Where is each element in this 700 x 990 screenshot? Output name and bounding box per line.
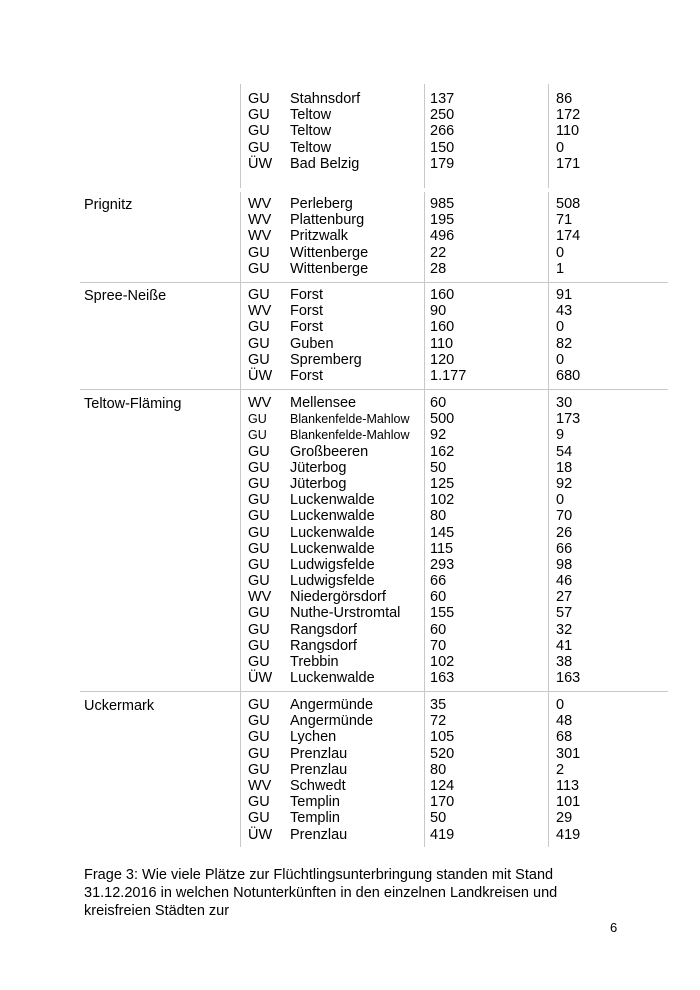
occupancy-cell: 1 bbox=[556, 260, 565, 277]
facility-type-cell: WV bbox=[248, 777, 272, 794]
occupancy-column bbox=[556, 91, 580, 172]
location-cell: Forst bbox=[290, 319, 324, 336]
capacity-column bbox=[430, 287, 466, 384]
occupancy-cell: 92 bbox=[556, 475, 573, 492]
column-divider bbox=[240, 692, 241, 847]
facility-type-column bbox=[248, 91, 272, 172]
facility-type-cell: GU bbox=[248, 729, 270, 746]
facility-type-cell: GU bbox=[248, 139, 270, 156]
facility-type-cell: GU bbox=[248, 107, 270, 124]
landkreis-label: Teltow-Fläming bbox=[84, 396, 182, 412]
occupancy-cell: 0 bbox=[556, 351, 565, 368]
location-cell: Luckenwalde bbox=[290, 492, 375, 509]
location-cell: Blankenfelde-Mahlow bbox=[290, 412, 410, 427]
capacity-cell: 66 bbox=[430, 573, 447, 590]
location-cell: Luckenwalde bbox=[290, 540, 375, 557]
facility-type-cell: GU bbox=[248, 713, 270, 730]
location-cell: Schwedt bbox=[290, 777, 346, 794]
occupancy-cell: 174 bbox=[556, 228, 581, 245]
column-divider bbox=[424, 192, 425, 286]
location-cell: Plattenburg bbox=[290, 212, 365, 229]
location-cell: Templin bbox=[290, 794, 340, 811]
column-divider bbox=[548, 84, 549, 188]
capacity-cell: 160 bbox=[430, 287, 455, 303]
capacity-cell: 80 bbox=[430, 761, 447, 778]
occupancy-cell: 171 bbox=[556, 155, 581, 172]
occupancy-cell: 101 bbox=[556, 794, 581, 811]
capacity-cell: 150 bbox=[430, 139, 455, 156]
capacity-cell: 1.177 bbox=[430, 367, 467, 384]
column-divider bbox=[240, 192, 241, 286]
table-section bbox=[80, 691, 668, 847]
location-cell: Nuthe-Urstromtal bbox=[290, 605, 401, 622]
capacity-cell: 496 bbox=[430, 228, 455, 245]
capacity-column bbox=[430, 91, 454, 172]
occupancy-cell: 18 bbox=[556, 459, 573, 476]
column-divider bbox=[424, 692, 425, 847]
occupancy-cell: 9 bbox=[556, 427, 565, 444]
capacity-cell: 419 bbox=[430, 826, 455, 843]
occupancy-cell: 0 bbox=[556, 697, 565, 713]
occupancy-cell: 38 bbox=[556, 654, 573, 670]
occupancy-column bbox=[556, 697, 580, 843]
facility-type-cell: GU bbox=[248, 287, 270, 303]
facility-type-cell: GU bbox=[248, 573, 270, 590]
facility-type-cell: WV bbox=[248, 196, 272, 212]
facility-type-cell: ÜW bbox=[248, 826, 273, 843]
facility-type-cell: GU bbox=[248, 810, 270, 827]
occupancy-cell: 2 bbox=[556, 761, 565, 778]
table-section bbox=[80, 88, 668, 188]
table-section bbox=[80, 282, 668, 390]
location-column bbox=[290, 395, 410, 686]
location-cell: Guben bbox=[290, 335, 334, 352]
capacity-cell: 520 bbox=[430, 745, 455, 762]
occupancy-cell: 32 bbox=[556, 621, 573, 638]
column-divider bbox=[424, 283, 425, 390]
column-divider bbox=[548, 692, 549, 847]
location-cell: Niedergörsdorf bbox=[290, 589, 386, 606]
column-divider bbox=[240, 390, 241, 692]
occupancy-cell: 110 bbox=[556, 123, 580, 140]
facility-type-cell: GU bbox=[248, 412, 267, 427]
facility-type-cell: GU bbox=[248, 492, 270, 509]
occupancy-cell: 68 bbox=[556, 729, 573, 746]
occupancy-cell: 98 bbox=[556, 556, 573, 573]
occupancy-cell: 0 bbox=[556, 139, 565, 156]
column-divider bbox=[548, 390, 549, 692]
capacity-cell: 92 bbox=[430, 427, 447, 444]
column-divider bbox=[240, 84, 241, 188]
column-divider bbox=[424, 390, 425, 692]
column-divider bbox=[240, 283, 241, 390]
location-cell: Jüterbog bbox=[290, 475, 347, 492]
occupancy-cell: 91 bbox=[556, 287, 573, 303]
facility-type-column bbox=[248, 287, 272, 384]
facility-type-cell: GU bbox=[248, 556, 270, 573]
capacity-cell: 102 bbox=[430, 654, 455, 670]
location-cell: Forst bbox=[290, 303, 324, 320]
capacity-cell: 137 bbox=[430, 91, 455, 107]
occupancy-cell: 163 bbox=[556, 670, 581, 687]
capacity-cell: 50 bbox=[430, 459, 447, 476]
facility-type-cell: WV bbox=[248, 589, 272, 606]
location-column bbox=[290, 91, 360, 172]
facility-type-cell: ÜW bbox=[248, 367, 273, 384]
location-cell: Luckenwalde bbox=[290, 670, 375, 687]
location-cell: Angermünde bbox=[290, 713, 374, 730]
location-cell: Angermünde bbox=[290, 697, 374, 713]
facility-type-cell: WV bbox=[248, 228, 272, 245]
capacity-cell: 72 bbox=[430, 713, 447, 730]
facility-type-cell: GU bbox=[248, 508, 270, 525]
location-column bbox=[290, 196, 368, 277]
location-cell: Spremberg bbox=[290, 351, 362, 368]
occupancy-cell: 680 bbox=[556, 367, 581, 384]
capacity-cell: 125 bbox=[430, 475, 455, 492]
facility-type-cell: GU bbox=[248, 540, 270, 557]
capacity-cell: 22 bbox=[430, 244, 447, 261]
occupancy-cell: 71 bbox=[556, 212, 573, 229]
facility-type-cell: GU bbox=[248, 761, 270, 778]
occupancy-cell: 0 bbox=[556, 244, 565, 261]
occupancy-cell: 0 bbox=[556, 319, 565, 336]
landkreis-label: Uckermark bbox=[84, 698, 155, 714]
column-divider bbox=[548, 283, 549, 390]
location-cell: Trebbin bbox=[290, 654, 339, 670]
capacity-cell: 145 bbox=[430, 524, 455, 541]
facility-type-cell: GU bbox=[248, 605, 270, 622]
facility-type-cell: GU bbox=[248, 524, 270, 541]
occupancy-cell: 41 bbox=[556, 637, 573, 654]
capacity-cell: 80 bbox=[430, 508, 447, 525]
capacity-cell: 160 bbox=[430, 319, 455, 336]
facility-type-cell: GU bbox=[248, 260, 270, 277]
capacity-cell: 70 bbox=[430, 637, 447, 654]
occupancy-cell: 301 bbox=[556, 745, 581, 762]
occupancy-cell: 46 bbox=[556, 573, 573, 590]
location-cell: Prenzlau bbox=[290, 745, 348, 762]
location-cell: Bad Belzig bbox=[290, 155, 360, 172]
occupancy-cell: 508 bbox=[556, 196, 581, 212]
question-text: Frage 3: Wie viele Plätze zur Flüchtlingsunterbringung standen mit Stand 31.12.2016 in welchen Notunterkünften in den einzelnen Landkreisen und kreisfreien Städten zur bbox=[84, 867, 558, 919]
capacity-cell: 120 bbox=[430, 351, 455, 368]
facility-type-cell: GU bbox=[248, 351, 270, 368]
capacity-cell: 266 bbox=[430, 123, 455, 140]
facility-type-cell: GU bbox=[248, 794, 270, 811]
facility-type-cell: WV bbox=[248, 395, 272, 411]
capacity-cell: 115 bbox=[430, 540, 454, 557]
location-cell: Rangsdorf bbox=[290, 637, 357, 654]
occupancy-cell: 419 bbox=[556, 826, 581, 843]
capacity-cell: 124 bbox=[430, 777, 455, 794]
location-cell: Mellensee bbox=[290, 395, 357, 411]
facility-type-cell: WV bbox=[248, 212, 272, 229]
location-cell: Ludwigsfelde bbox=[290, 573, 375, 590]
facility-type-cell: ÜW bbox=[248, 670, 273, 687]
occupancy-cell: 48 bbox=[556, 713, 573, 730]
facility-type-cell: GU bbox=[248, 428, 267, 443]
capacity-cell: 105 bbox=[430, 729, 455, 746]
location-cell: Wittenberge bbox=[290, 260, 369, 277]
occupancy-cell: 66 bbox=[556, 540, 573, 557]
location-column bbox=[290, 287, 362, 384]
facility-type-cell: GU bbox=[248, 443, 270, 460]
occupancy-cell: 113 bbox=[556, 777, 580, 794]
facility-type-cell: GU bbox=[248, 621, 270, 638]
facility-type-cell: GU bbox=[248, 697, 270, 713]
occupancy-column bbox=[556, 196, 580, 277]
occupancy-cell: 27 bbox=[556, 589, 573, 606]
facility-type-cell: GU bbox=[248, 475, 270, 492]
occupancy-cell: 54 bbox=[556, 443, 573, 460]
facility-type-cell: GU bbox=[248, 123, 270, 140]
capacity-cell: 162 bbox=[430, 443, 455, 460]
capacity-cell: 163 bbox=[430, 670, 455, 687]
capacity-cell: 90 bbox=[430, 303, 447, 320]
facility-type-cell: GU bbox=[248, 459, 270, 476]
capacity-cell: 50 bbox=[430, 810, 447, 827]
location-cell: Teltow bbox=[290, 123, 332, 140]
location-cell: Stahnsdorf bbox=[290, 91, 361, 107]
capacity-column bbox=[430, 395, 454, 686]
column-divider bbox=[424, 84, 425, 188]
location-cell: Pritzwalk bbox=[290, 228, 349, 245]
capacity-cell: 195 bbox=[430, 212, 455, 229]
capacity-cell: 250 bbox=[430, 107, 455, 124]
location-cell: Templin bbox=[290, 810, 340, 827]
page-number: 6 bbox=[610, 920, 618, 935]
capacity-cell: 60 bbox=[430, 621, 447, 638]
table-section bbox=[80, 389, 668, 692]
location-cell: Großbeeren bbox=[290, 443, 369, 460]
capacity-column bbox=[430, 697, 454, 843]
location-cell: Forst bbox=[290, 367, 324, 384]
facility-type-cell: GU bbox=[248, 335, 270, 352]
capacity-cell: 179 bbox=[430, 155, 455, 172]
capacity-cell: 985 bbox=[430, 196, 455, 212]
table-section bbox=[80, 192, 668, 282]
facility-type-cell: GU bbox=[248, 637, 270, 654]
location-cell: Prenzlau bbox=[290, 761, 348, 778]
facility-type-cell: GU bbox=[248, 319, 270, 336]
occupancy-column bbox=[556, 395, 580, 686]
capacity-column bbox=[430, 196, 454, 277]
location-cell: Rangsdorf bbox=[290, 621, 357, 638]
facility-type-cell: ÜW bbox=[248, 155, 273, 172]
facility-type-column bbox=[248, 697, 272, 843]
facility-type-column bbox=[248, 196, 271, 277]
occupancy-cell: 29 bbox=[556, 810, 573, 827]
capacity-cell: 500 bbox=[430, 411, 455, 428]
capacity-cell: 293 bbox=[430, 556, 455, 573]
facility-type-cell: WV bbox=[248, 303, 272, 320]
facility-type-column bbox=[248, 395, 272, 686]
location-cell: Forst bbox=[290, 287, 324, 303]
occupancy-cell: 30 bbox=[556, 395, 573, 411]
location-cell: Wittenberge bbox=[290, 244, 369, 261]
facility-type-cell: GU bbox=[248, 654, 270, 670]
capacity-cell: 35 bbox=[430, 697, 447, 713]
occupancy-cell: 82 bbox=[556, 335, 573, 352]
facility-type-cell: GU bbox=[248, 745, 270, 762]
occupancy-cell: 173 bbox=[556, 411, 581, 428]
facility-type-cell: GU bbox=[248, 91, 270, 107]
location-cell: Blankenfelde-Mahlow bbox=[290, 428, 410, 443]
location-cell: Luckenwalde bbox=[290, 508, 375, 525]
occupancy-column bbox=[556, 287, 580, 384]
occupancy-cell: 70 bbox=[556, 508, 573, 525]
capacity-cell: 110 bbox=[430, 335, 454, 352]
occupancy-cell: 43 bbox=[556, 303, 573, 320]
occupancy-cell: 86 bbox=[556, 91, 573, 107]
location-cell: Luckenwalde bbox=[290, 524, 375, 541]
location-cell: Prenzlau bbox=[290, 826, 348, 843]
capacity-cell: 60 bbox=[430, 395, 447, 411]
location-cell: Jüterbog bbox=[290, 459, 347, 476]
capacity-cell: 102 bbox=[430, 492, 455, 509]
occupancy-cell: 57 bbox=[556, 605, 573, 622]
occupancy-cell: 26 bbox=[556, 524, 573, 541]
occupancy-cell: 0 bbox=[556, 492, 565, 509]
capacity-cell: 28 bbox=[430, 260, 447, 277]
capacity-cell: 60 bbox=[430, 589, 447, 606]
location-cell: Teltow bbox=[290, 139, 332, 156]
occupancy-cell: 172 bbox=[556, 107, 581, 124]
capacity-cell: 155 bbox=[430, 605, 455, 622]
location-cell: Ludwigsfelde bbox=[290, 556, 375, 573]
capacity-cell: 170 bbox=[430, 794, 455, 811]
location-cell: Perleberg bbox=[290, 196, 353, 212]
location-cell: Teltow bbox=[290, 107, 332, 124]
location-column bbox=[290, 697, 373, 843]
location-cell: Lychen bbox=[290, 729, 337, 746]
landkreis-label: Spree-Neiße bbox=[84, 288, 167, 304]
column-divider bbox=[548, 192, 549, 286]
facility-type-cell: GU bbox=[248, 244, 270, 261]
landkreis-label: Prignitz bbox=[84, 197, 133, 213]
